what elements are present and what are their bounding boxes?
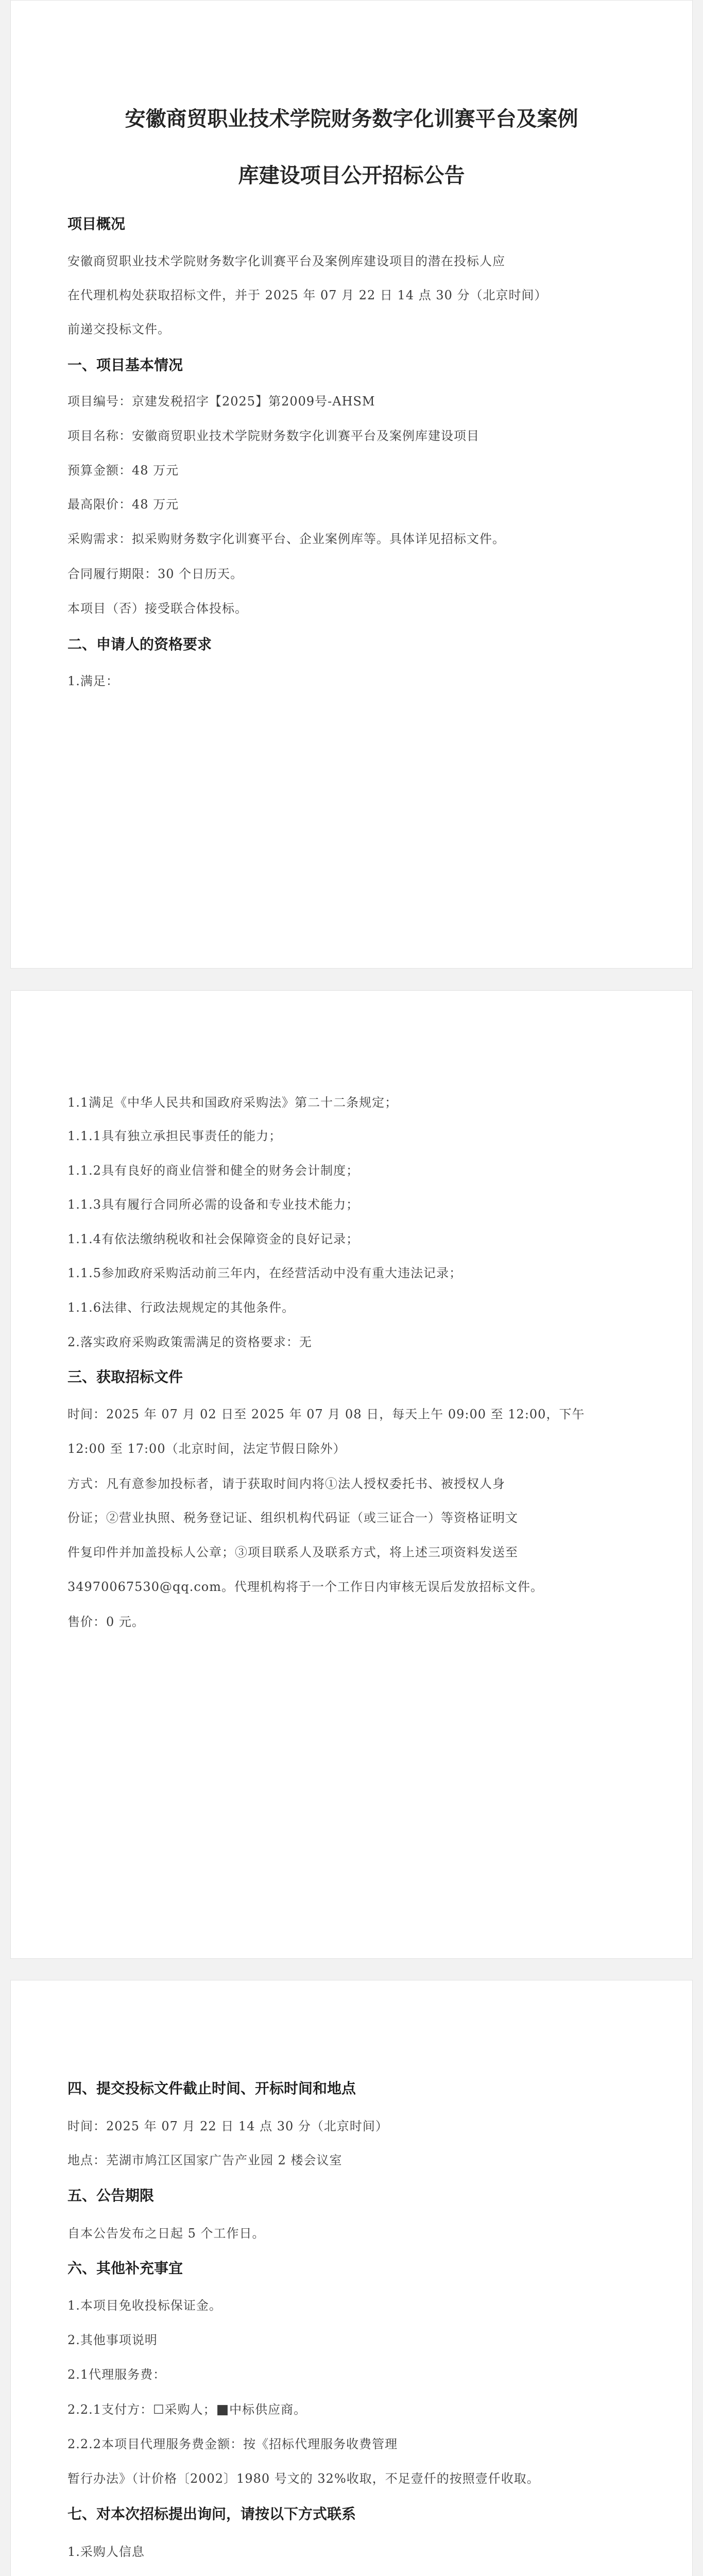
document-page-2 [10,990,693,1959]
section-6-heading: 六、其他补充事宜 [67,2260,183,2277]
section-1-heading: 一、项目基本情况 [67,357,183,374]
notice-period-text: 自本公告发布之日起 5 个工作日。 [67,2226,265,2241]
project-name: 项目名称：安徽商贸职业技术学院财务数字化训赛平台及案例库建设项目 [67,429,479,443]
requirement-1-1-5: 1.1.5参加政府采购活动前三年内，在经营活动中没有重大违法记录； [67,1266,462,1280]
procurement-demand: 采购需求：拟采购财务数字化训赛平台、企业案例库等。具体详见招标文件。 [67,532,505,546]
consortium-note: 本项目（否）接受联合体投标。 [67,601,248,616]
overview-text-line-2: 在代理机构处获取招标文件，并于 2025 年 07 月 22 日 14 点 30 分（北京时间） [67,288,547,302]
obtain-method-line-2: 份证；②营业执照、税务登记证、组织机构代码证（或三证合一）等资格证明文 [67,1511,518,1525]
purchaser-info-title: 1.采购人信息 [67,2545,145,2559]
obtain-time-line-1: 时间：2025 年 07 月 02 日至 2025 年 07 月 08 日，每天上午 09:00 至 12:00，下午 [67,1407,585,1421]
payer-line [67,2400,636,2419]
document-page-3 [10,1980,693,2576]
submission-place: 地点：芜湖市鸠江区国家广告产业园 2 楼会议室 [67,2153,342,2167]
section-5-heading: 五、公告期限 [67,2187,155,2204]
submission-time: 时间：2025 年 07 月 22 日 14 点 30 分（北京时间） [67,2119,388,2133]
requirement-1-1-4: 1.1.4有依法缴纳税收和社会保障资金的良好记录； [67,1232,359,1246]
obtain-method-line-3: 件复印件并加盖投标人公章；③项目联系人及联系方式，将上述三项资料发送至 [67,1545,518,1560]
requirement-1-1-1: 1.1.1具有独立承担民事责任的能力； [67,1129,282,1143]
obtain-method-line-4: 34970067530@qq.com。代理机构将于一个工作日内审核无误后发放招标文件。 [67,1580,543,1594]
document-price: 售价：0 元。 [67,1615,145,1629]
document-page-1 [10,0,693,969]
other-item-2-1: 2.1代理服务费： [67,2367,166,2382]
obtain-method-line-1: 方式：凡有意参加投标者，请于获取时间内将①法人授权委托书、被授权人身 [67,1477,505,1491]
section-overview-heading: 项目概况 [67,215,126,232]
other-item-2: 2.其他事项说明 [67,2333,158,2347]
requirement-item-2: 2.落实政府采购政策需满足的资格要求：无 [67,1335,312,1349]
max-price: 最高限价：48 万元 [67,497,179,512]
section-2-heading: 二、申请人的资格要求 [67,636,212,653]
requirement-law: 1.1满足《中华人民共和国政府采购法》第二十二条规定； [67,1095,398,1110]
project-number: 项目编号：京建发税招字【2025】第2009号-AHSM [67,394,375,409]
payer-label: 2.2.1支付方： [67,2402,153,2417]
overview-text-line-1: 安徽商贸职业技术学院财务数字化训赛平台及案例库建设项目的潜在投标人应 [67,254,505,268]
payer-option-purchaser: 采购人； [164,2402,216,2417]
document-title-line-2: 库建设项目公开招标公告 [238,164,465,188]
document-title-line-1: 安徽商贸职业技术学院财务数字化训赛平台及案例 [125,107,578,131]
filled-checkbox-icon: ■ [216,2402,230,2417]
agency-fee-line-2: 暂行办法》（计价格〔2002〕1980 号文的 32%收取，不足壹仟的按照壹仟收取。 [67,2471,540,2486]
contract-term: 合同履行期限：30 个日历天。 [67,567,244,581]
document-title [67,91,636,204]
requirement-item-1: 1.满足： [67,674,119,688]
obtain-time-line-2: 12:00 至 17:00（北京时间，法定节假日除外） [67,1442,346,1456]
other-item-1: 1.本项目免收投标保证金。 [67,2298,222,2313]
requirement-1-1-6: 1.1.6法律、行政法规规定的其他条件。 [67,1300,295,1315]
empty-checkbox-icon: ☐ [153,2402,165,2417]
section-4-heading: 四、提交投标文件截止时间、开标时间和地点 [67,2080,356,2097]
section-3-heading: 三、获取招标文件 [67,1368,183,1385]
section-7-heading: 七、对本次招标提出询问，请按以下方式联系 [67,2505,356,2522]
requirement-1-1-3: 1.1.3具有履行合同所必需的设备和专业技术能力； [67,1197,359,1212]
budget-amount: 预算金额：48 万元 [67,463,179,478]
payer-option-winner: 中标供应商。 [229,2402,307,2417]
requirement-1-1-2: 1.1.2具有良好的商业信誉和健全的财务会计制度； [67,1163,359,1178]
agency-fee-line-1: 2.2.2本项目代理服务费金额：按《招标代理服务收费管理 [67,2437,398,2451]
overview-text-line-3: 前递交投标文件。 [67,322,170,336]
